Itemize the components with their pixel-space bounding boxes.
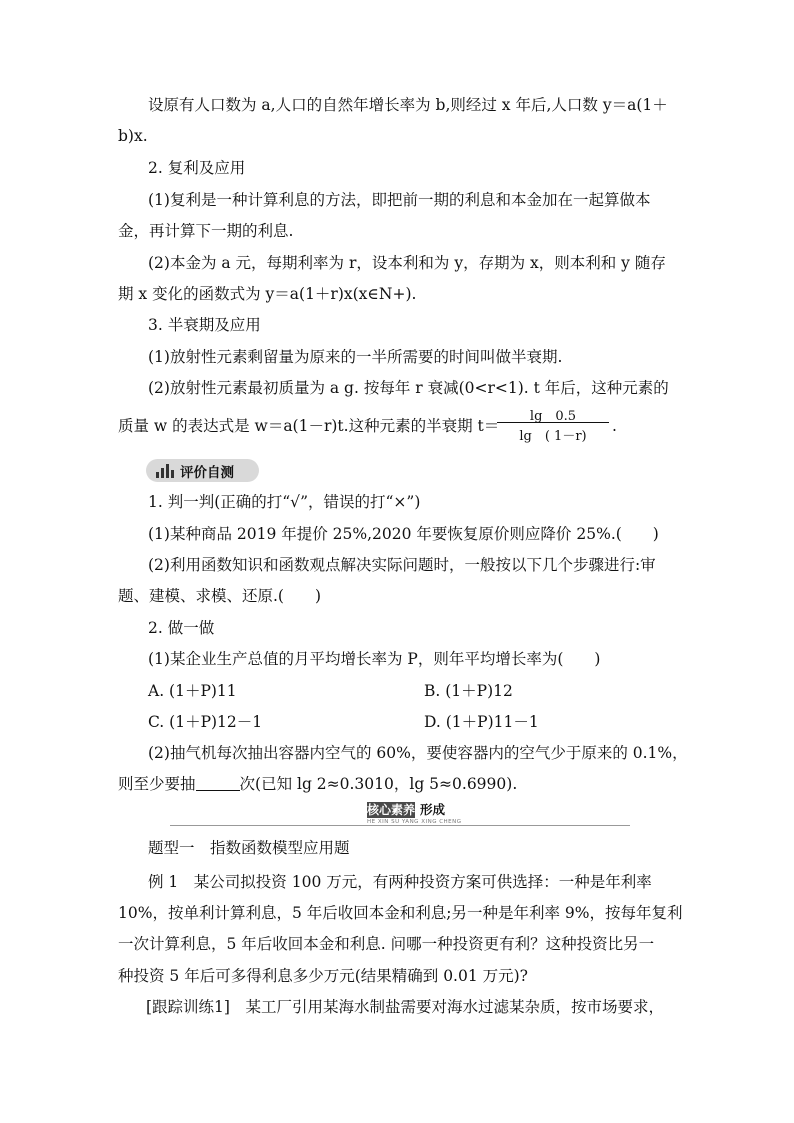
q1-item-2-line-1: (2)利用函数知识和函数观点解决实际问题时，一般按以下几个步骤进行:审: [148, 556, 656, 574]
fraction-denominator: lg ( 1－r): [519, 429, 587, 444]
core-section-rule: [170, 825, 630, 826]
example1-line-4: 种投资 5 年后可多得利息多少万元(结果精确到 0.01 万元)?: [118, 967, 528, 985]
compound-p2-line-2: 期 x 变化的函数式为 y＝a(1＋r)x(x∈N+).: [118, 285, 417, 303]
halflife-fraction: [497, 405, 609, 442]
intro-line-2: b)x.: [118, 127, 148, 145]
type1-heading: 题型一 指数函数模型应用题: [148, 839, 350, 857]
core-section-banner: [170, 799, 630, 829]
q2-item-2-text-b: 次(已知 lg 2≈0.3010，lg 5≈0.6990).: [239, 775, 518, 793]
fraction-numerator: lg 0.5: [497, 405, 609, 423]
q2-item-2-line-1: (2)抽气机每次抽出容器内空气的 60%，要使容器内的空气少于原来的 0.1%，: [148, 744, 688, 762]
q1-item-1: (1)某种商品 2019 年提价 25%,2020 年要恢复原价则应降价 25%.( ): [148, 525, 659, 543]
compound-p1-line-2: 金，再计算下一期的利息.: [118, 222, 294, 240]
halflife-p1: (1)放射性元素剩留量为原来的一半所需要的时间叫做半衰期.: [148, 348, 563, 366]
q2-item-1: (1)某企业生产总值的月平均增长率为 P，则年平均增长率为( ): [148, 650, 601, 668]
compound-p1-line-1: (1)复利是一种计算利息的方法，即把前一期的利息和本金加在一起算做本: [148, 191, 651, 209]
q1-item-2-line-2: 题、建模、求模、还原.( ): [118, 587, 322, 605]
core-section-pinyin: HE XIN SU YANG XING CHENG: [367, 819, 462, 825]
self-test-badge-label: 评价自测: [180, 464, 234, 481]
tracking-exercise-1: [跟踪训练1] 某工厂引用某海水制盐需要对海水过滤某杂质，按市场要求，: [146, 998, 664, 1016]
q2-heading: 2. 做一做: [148, 619, 215, 637]
compound-heading: 2. 复利及应用: [148, 159, 246, 177]
compound-p2-line-1: (2)本金为 a 元，每期利率为 r，设本利和为 y，存期为 x，则本利和 y 随存: [148, 254, 666, 272]
core-section-tail: 形成: [420, 802, 446, 817]
option-a: A. (1＋P)11: [148, 682, 237, 700]
self-test-badge: [146, 459, 259, 482]
option-b: B. (1＋P)12: [424, 682, 513, 700]
q1-heading: 1. 判一判(正确的打“√”，错误的打“×”): [148, 493, 421, 511]
halflife-heading: 3. 半衰期及应用: [148, 316, 261, 334]
q2-item-2-line-2: [118, 774, 678, 794]
option-c: C. (1＋P)12－1: [148, 713, 263, 731]
answer-blank[interactable]: [196, 775, 240, 791]
example1-line-1: 例 1 某公司拟投资 100 万元，有两种投资方案可供选择：一种是年利率: [148, 873, 652, 891]
halflife-p2-line-1: (2)放射性元素最初质量为 a g. 按每年 r 衰减(0<r<1). t 年后，这种元素的: [148, 379, 669, 397]
fraction-period: .: [612, 417, 617, 435]
intro-line-1: 设原有人口数为 a,人口的自然年增长率为 b,则经过 x 年后,人口数 y＝a(1＋: [148, 96, 668, 114]
halflife-p2-line-2: 质量 w 的表达式是 w＝a(1－r)t.这种元素的半衰期 t＝: [118, 417, 500, 435]
example1-line-3: 一次计算利息，5 年后收回本金和利息. 问哪一种投资更有利？这种投资比另一: [118, 935, 655, 953]
q2-item-2-text-a: 则至少要抽: [118, 775, 196, 793]
option-d: D. (1＋P)11－1: [424, 713, 539, 731]
core-section-box: 核心素养: [367, 803, 416, 817]
example1-line-2: 10%，按单利计算利息，5 年后收回本金和利息;另一种是年利率 9%，按每年复利: [118, 904, 683, 922]
bar-chart-icon: [156, 464, 174, 478]
